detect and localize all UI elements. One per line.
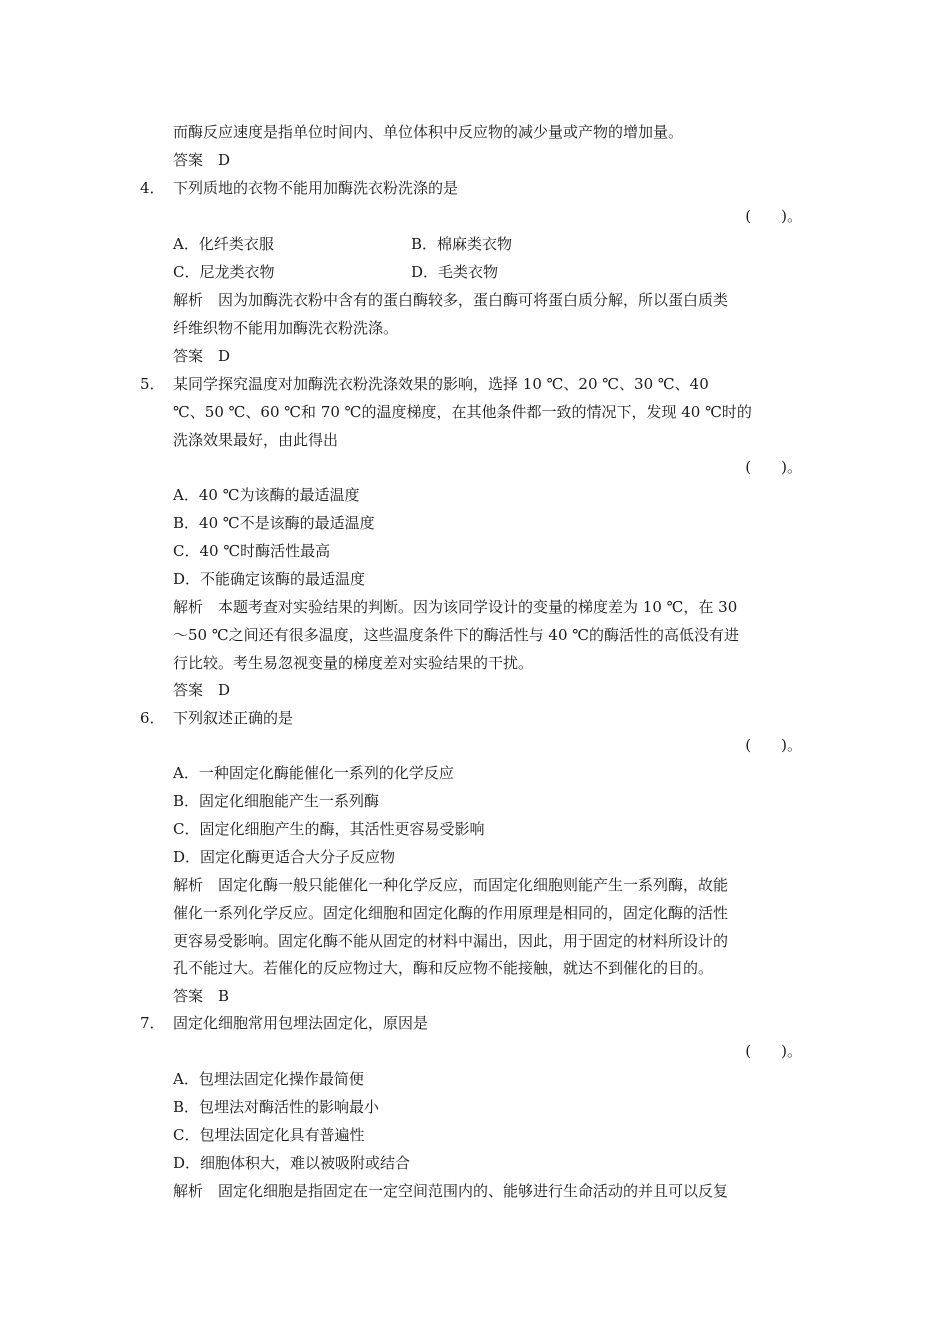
answer-bracket-4: ( )。 (745, 207, 802, 225)
option-5d: D．不能确定该酶的最适温度 (173, 570, 366, 588)
option-7a: A．包埋法固定化操作最简便 (173, 1070, 364, 1088)
option-7d: D．细胞体积大，难以被吸附或结合 (173, 1154, 411, 1172)
option-7c: C．包埋法固定化具有普遍性 (173, 1126, 365, 1144)
answer-bracket-5: ( )。 (745, 458, 802, 476)
analysis-6-line-4: 孔不能过大。若催化的反应物过大，酶和反应物不能接触，就达不到催化的目的。 (173, 959, 714, 977)
question-stem-4: 下列质地的衣物不能用加酶洗衣粉洗涤的是 (173, 179, 459, 197)
answer-q3: 答案 D (173, 151, 231, 169)
analysis-7-line-1: 解析 固定化细胞是指固定在一定空间范围内的、能够进行生命活动的并且可以反复 (173, 1182, 729, 1200)
analysis-4-line-1: 解析 因为加酶洗衣粉中含有的蛋白酶较多，蛋白酶可将蛋白质分解，所以蛋白质类 (173, 291, 729, 309)
answer-q4: 答案 D (173, 347, 231, 365)
question-number-7: 7． (140, 1014, 165, 1032)
option-6a: A．一种固定化酶能催化一系列的化学反应 (173, 764, 454, 782)
option-6b: B．固定化细胞能产生一系列酶 (173, 792, 380, 810)
analysis-6-line-1: 解析 固定化酶一般只能催化一种化学反应，而固定化细胞则能产生一系列酶，故能 (173, 876, 729, 894)
option-4c: C．尼龙类衣物 (173, 263, 275, 281)
option-6c: C．固定化细胞产生的酶，其活性更容易受影响 (173, 820, 485, 838)
option-4a: A．化纤类衣服 (173, 235, 274, 253)
question-stem-5-line-1: 某同学探究温度对加酶洗衣粉洗涤效果的影响，选择 10 ℃、20 ℃、30 ℃、40 (173, 375, 709, 393)
analysis-5-line-3: 行比较。考生易忽视变量的梯度差对实验结果的干扰。 (173, 654, 534, 672)
option-5c: C．40 ℃时酶活性最高 (173, 542, 331, 560)
analysis-6-line-2: 催化一系列化学反应。固定化细胞和固定化酶的作用原理是相同的，固定化酶的活性 (173, 904, 729, 922)
question-number-4: 4． (140, 179, 165, 197)
question-stem-7: 固定化细胞常用包埋法固定化，原因是 (173, 1014, 429, 1032)
option-5a: A．40 ℃为该酶的最适温度 (173, 486, 360, 504)
question-stem-5-line-2: ℃、50 ℃、60 ℃和 70 ℃的温度梯度，在其他条件都一致的情况下，发现 40 ℃时的 (173, 403, 752, 421)
analysis-5-line-1: 解析 本题考查对实验结果的判断。因为该同学设计的变量的梯度差为 10 ℃，在 30 (173, 598, 738, 616)
answer-q5: 答案 D (173, 681, 231, 699)
answer-bracket-7: ( )。 (745, 1042, 802, 1060)
answer-bracket-6: ( )。 (745, 736, 802, 754)
question-stem-6: 下列叙述正确的是 (173, 709, 294, 727)
option-4b: B．棉麻类衣物 (411, 235, 513, 253)
option-6d: D．固定化酶更适合大分子反应物 (173, 848, 396, 866)
analysis-continuation: 而酶反应速度是指单位时间内、单位体积中反应物的减少量或产物的增加量。 (173, 123, 684, 141)
analysis-6-line-3: 更容易受影响。固定化酶不能从固定的材料中漏出，因此，用于固定的材料所设计的 (173, 932, 729, 950)
question-number-5: 5． (140, 375, 165, 393)
analysis-5-line-2: ～50 ℃之间还有很多温度，这些温度条件下的酶活性与 40 ℃的酶活性的高低没有进 (173, 626, 740, 644)
question-stem-5-line-3: 洗涤效果最好，由此得出 (173, 431, 339, 449)
option-4d: D．毛类衣物 (411, 263, 499, 281)
option-7b: B．包埋法对酶活性的影响最小 (173, 1098, 380, 1116)
question-number-6: 6． (140, 709, 165, 727)
analysis-4-line-2: 纤维织物不能用加酶洗衣粉洗涤。 (173, 319, 399, 337)
option-5b: B．40 ℃不是该酶的最适温度 (173, 514, 375, 532)
answer-q6: 答案 B (173, 987, 230, 1005)
